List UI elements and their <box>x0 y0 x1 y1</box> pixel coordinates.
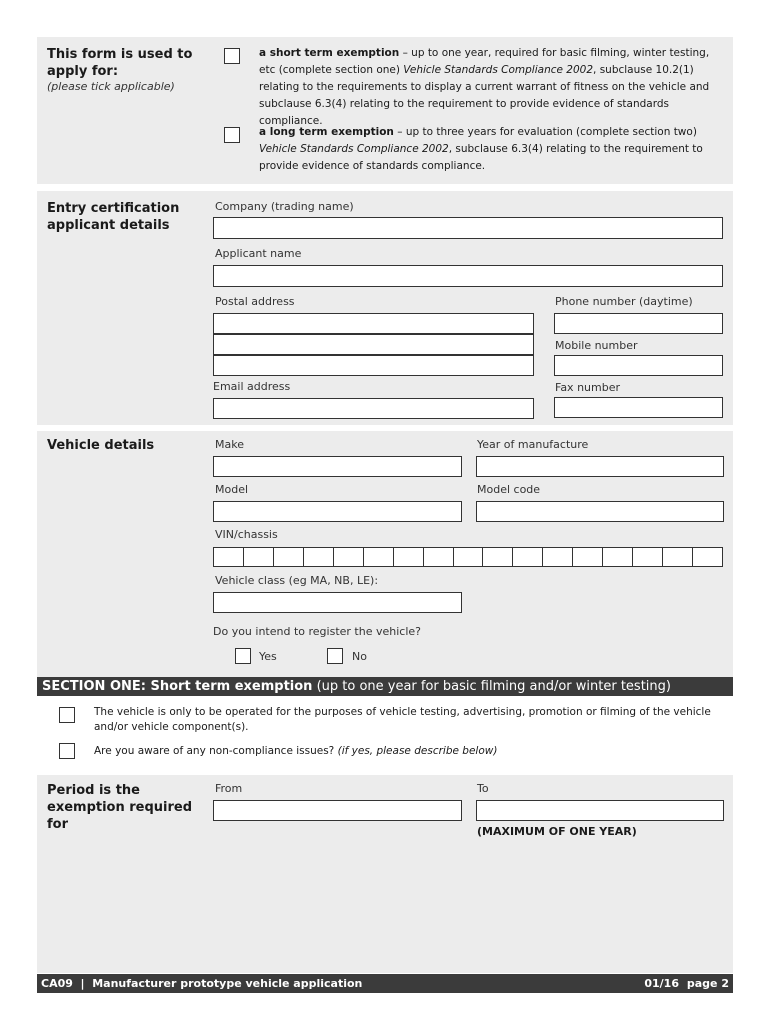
vin-cell[interactable] <box>454 548 484 566</box>
non-compliance-text: Are you aware of any non-compliance issues? (if yes, please describe below) <box>94 745 498 757</box>
model-code-input[interactable] <box>476 501 724 522</box>
intro-heading: This form is used to apply for: <box>47 47 193 79</box>
model-label: Model <box>215 483 249 496</box>
from-input[interactable] <box>213 800 462 821</box>
register-yes-label: Yes <box>259 650 277 663</box>
vin-label: VIN/chassis <box>215 528 278 541</box>
register-no-checkbox[interactable] <box>327 648 343 664</box>
intro-note: (please tick applicable) <box>47 80 175 93</box>
vin-cell[interactable] <box>663 548 693 566</box>
short-term-checkbox[interactable] <box>224 48 240 64</box>
fax-input[interactable] <box>554 397 723 418</box>
vehicle-class-label: Vehicle class (eg MA, NB, LE): <box>215 574 379 587</box>
vin-cell[interactable] <box>274 548 304 566</box>
footer-form-title: CA09 | Manufacturer prototype vehicle application <box>41 977 363 990</box>
mobile-input[interactable] <box>554 355 723 376</box>
vin-input-grid[interactable] <box>213 547 723 567</box>
vehicle-testing-checkbox[interactable] <box>59 707 75 723</box>
vehicle-testing-text: The vehicle is only to be operated for the purposes of vehicle testing, advertising, promotion or filming of the vehicle and/or vehicle component(s). <box>94 706 711 733</box>
vin-cell[interactable] <box>304 548 334 566</box>
to-input[interactable] <box>476 800 724 821</box>
long-term-checkbox[interactable] <box>224 127 240 143</box>
vin-cell[interactable] <box>633 548 663 566</box>
model-input[interactable] <box>213 501 462 522</box>
period-heading: Period is the exemption required for <box>47 783 193 832</box>
applicant-heading: Entry certification applicant details <box>47 201 180 233</box>
vin-cell[interactable] <box>603 548 633 566</box>
from-label: From <box>215 782 243 795</box>
year-input[interactable] <box>476 456 724 477</box>
register-question: Do you intend to register the vehicle? <box>213 625 421 638</box>
postal-address-label: Postal address <box>215 295 295 308</box>
fax-label: Fax number <box>555 381 620 394</box>
non-compliance-checkbox[interactable] <box>59 743 75 759</box>
company-label: Company (trading name) <box>215 200 354 213</box>
year-label: Year of manufacture <box>477 438 589 451</box>
email-input[interactable] <box>213 398 534 419</box>
phone-input[interactable] <box>554 313 723 334</box>
mobile-label: Mobile number <box>555 339 638 352</box>
company-input[interactable] <box>213 217 723 239</box>
to-label: To <box>477 782 489 795</box>
page-footer <box>37 974 733 993</box>
footer-date: 01/16 <box>644 977 679 990</box>
email-label: Email address <box>213 380 291 393</box>
register-yes-checkbox[interactable] <box>235 648 251 664</box>
register-no-label: No <box>352 650 367 663</box>
make-input[interactable] <box>213 456 462 477</box>
phone-label: Phone number (daytime) <box>555 295 693 308</box>
applicant-name-input[interactable] <box>213 265 723 287</box>
vin-cell[interactable] <box>244 548 274 566</box>
make-label: Make <box>215 438 244 451</box>
vehicle-heading: Vehicle details <box>47 438 155 453</box>
postal-address-line3[interactable] <box>213 355 534 376</box>
section-one-heading: SECTION ONE: Short term exemption (up to one year for basic filming and/or winter testing) <box>37 677 733 696</box>
vin-cell[interactable] <box>513 548 543 566</box>
postal-address-line2[interactable] <box>213 334 534 355</box>
short-term-text: a short term exemption – up to one year, required for basic filming, winter testing, etc (complete section one) Vehicle Standards Compliance 2002, subclause 10.2(1) relating to the requirements to display a current warrant of fitness on the vehicle and subclause 6.3(4) relating to the requirement to provide evidence of standards compliance. <box>259 47 710 127</box>
vin-cell[interactable] <box>334 548 364 566</box>
vin-cell[interactable] <box>394 548 424 566</box>
max-one-year-note: (MAXIMUM OF ONE YEAR) <box>477 825 637 838</box>
vin-cell[interactable] <box>573 548 603 566</box>
vin-cell[interactable] <box>693 548 722 566</box>
applicant-name-label: Applicant name <box>215 247 302 260</box>
postal-address-line1[interactable] <box>213 313 534 334</box>
long-term-text: a long term exemption – up to three years for evaluation (complete section two) Vehicle Standards Compliance 2002, subclause 6.3(4) relating to the requirement to provide evidence of standards compliance. <box>259 126 703 172</box>
vin-cell[interactable] <box>483 548 513 566</box>
footer-page-number: page 2 <box>686 977 729 990</box>
model-code-label: Model code <box>477 483 541 496</box>
vin-cell[interactable] <box>214 548 244 566</box>
vin-cell[interactable] <box>543 548 573 566</box>
vin-cell[interactable] <box>364 548 394 566</box>
vehicle-class-input[interactable] <box>213 592 462 613</box>
vin-cell[interactable] <box>424 548 454 566</box>
